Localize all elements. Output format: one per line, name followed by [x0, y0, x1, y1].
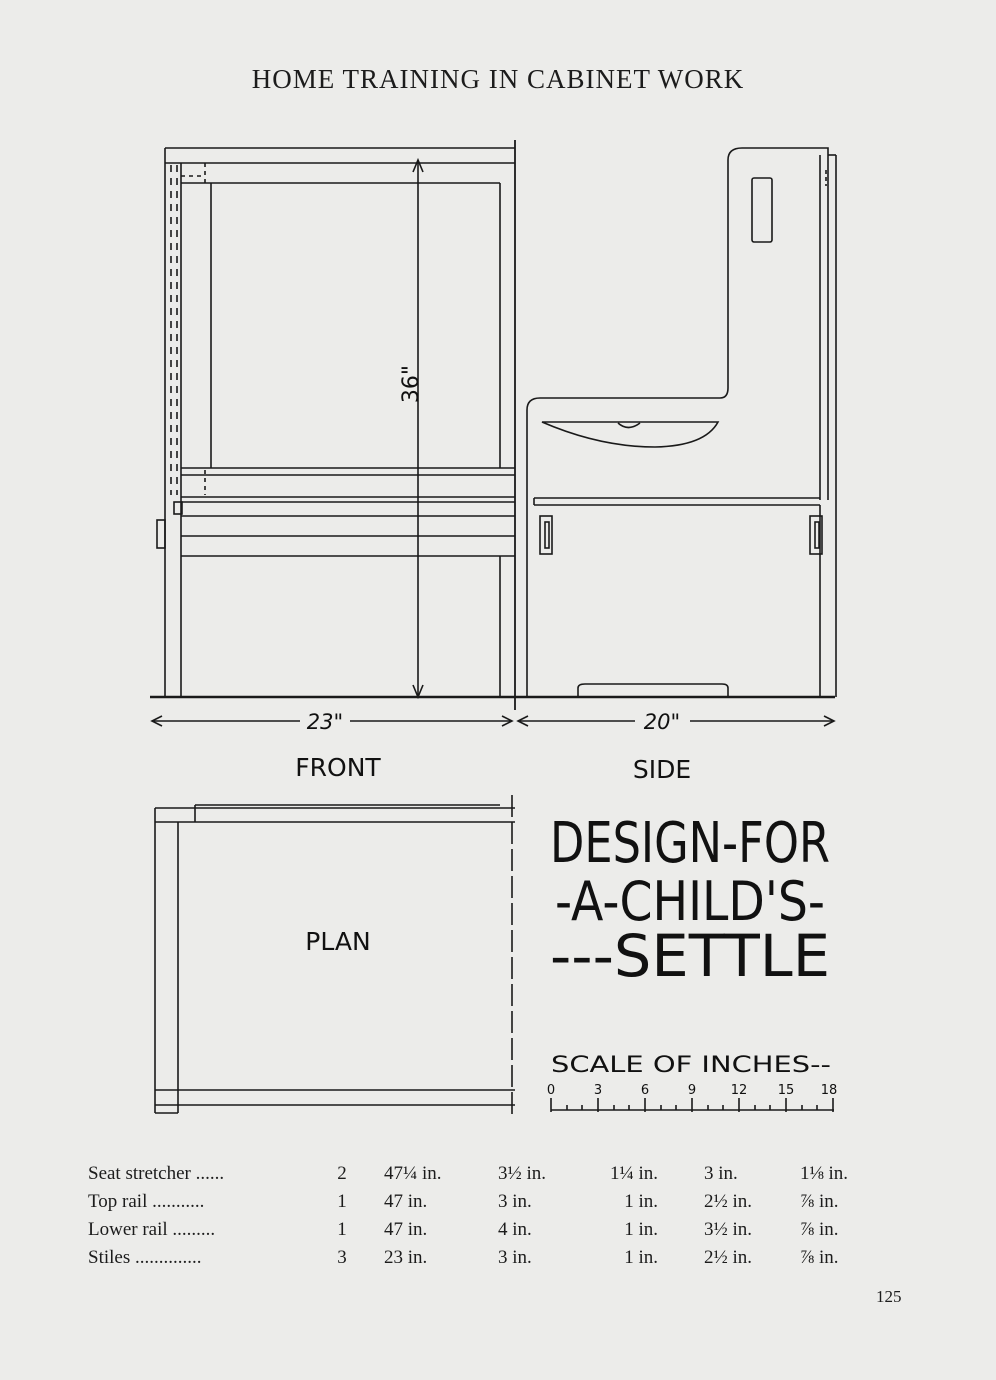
part-qty: 2 — [337, 1163, 347, 1184]
title-line-3: ---SETTLE — [550, 922, 830, 990]
part-length: 23 in. — [384, 1247, 428, 1268]
table-row — [88, 1160, 860, 1188]
part-finished-thickness: ⅞ in. — [800, 1191, 839, 1212]
scale-tick-15: 15 — [777, 1083, 795, 1098]
scale-tick-3: 3 — [593, 1083, 603, 1098]
part-width: 4 in. — [498, 1219, 532, 1240]
scale-tick-18: 18 — [820, 1083, 838, 1098]
scale-tick-0: 0 — [546, 1083, 556, 1098]
part-name: Seat stretcher ...... — [88, 1163, 225, 1184]
part-name: Lower rail ......... — [88, 1219, 216, 1240]
part-thickness: 1 in. — [624, 1219, 658, 1240]
part-name: Stiles .............. — [88, 1247, 202, 1268]
part-qty: 3 — [337, 1247, 347, 1268]
part-finished-width: 3½ in. — [704, 1219, 753, 1240]
part-finished-width: 2½ in. — [704, 1191, 753, 1212]
front-view — [150, 140, 835, 710]
scale-tick-9: 9 — [687, 1083, 697, 1098]
part-length: 47 in. — [384, 1191, 428, 1212]
front-width-label: 23" — [306, 710, 344, 734]
page-header: HOME TRAINING IN CABINET WORK — [251, 64, 745, 94]
title-line-1: DESIGN-FOR — [550, 811, 830, 876]
part-finished-thickness: ⅞ in. — [800, 1219, 839, 1240]
part-width: 3 in. — [498, 1247, 532, 1268]
scale-tick-12: 12 — [730, 1083, 748, 1098]
scale-tick-6: 6 — [640, 1083, 650, 1098]
table-row — [88, 1244, 860, 1272]
side-width-label: 20" — [643, 710, 681, 734]
part-qty: 1 — [337, 1219, 347, 1240]
part-length: 47 in. — [384, 1219, 428, 1240]
part-thickness: 1 in. — [624, 1191, 658, 1212]
table-row — [88, 1188, 860, 1216]
plan-view — [155, 795, 515, 1118]
width-dimensions — [152, 716, 834, 726]
height-dimension-label: 36" — [399, 364, 424, 404]
part-finished-thickness: 1⅛ in. — [800, 1163, 849, 1184]
part-qty: 1 — [337, 1191, 347, 1212]
plan-label: PLAN — [305, 927, 371, 956]
title-line-2: -A-CHILD'S- — [555, 870, 825, 933]
part-name: Top rail ........... — [88, 1191, 205, 1212]
part-thickness: 1 in. — [624, 1247, 658, 1268]
part-finished-width: 3 in. — [704, 1163, 738, 1184]
part-width: 3 in. — [498, 1191, 532, 1212]
side-view — [527, 148, 836, 697]
front-label: FRONT — [295, 753, 381, 782]
part-finished-thickness: ⅞ in. — [800, 1247, 839, 1268]
table-row — [88, 1216, 860, 1244]
scale-label: SCALE OF INCHES-- — [551, 1053, 831, 1078]
part-finished-width: 2½ in. — [704, 1247, 753, 1268]
parts-table — [88, 1160, 860, 1272]
part-width: 3½ in. — [498, 1163, 547, 1184]
scale-bar — [551, 1098, 834, 1112]
side-label: SIDE — [632, 755, 692, 784]
page-number: 125 — [876, 1287, 902, 1306]
part-thickness: 1¼ in. — [609, 1163, 658, 1184]
part-length: 47¼ in. — [384, 1163, 442, 1184]
